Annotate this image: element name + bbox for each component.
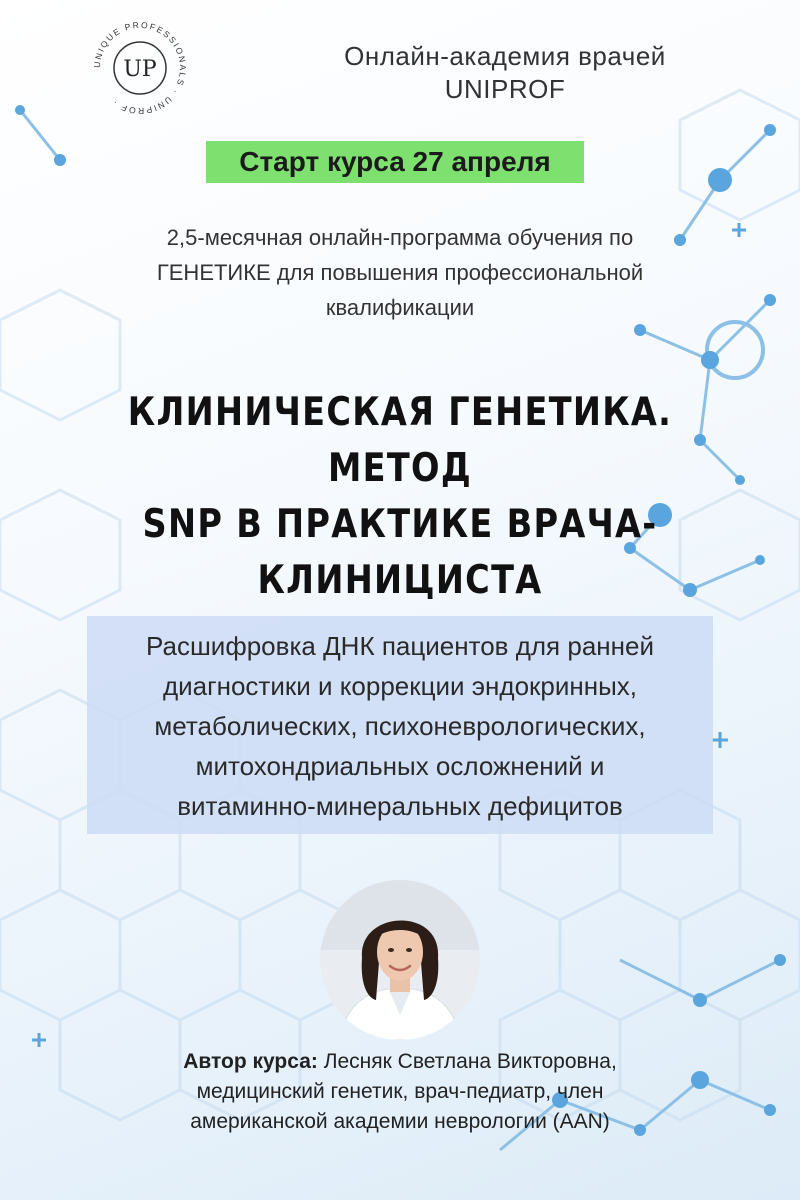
description-line4: митохондриальных осложнений и <box>195 751 605 781</box>
author-line1 <box>100 1047 700 1077</box>
program-line3: квалификации <box>325 295 475 320</box>
academy-title-line2: UNIPROF <box>444 74 566 104</box>
course-title-line1: КЛИНИЧЕСКАЯ ГЕНЕТИКА. МЕТОД <box>127 390 673 491</box>
program-line2: ГЕНЕТИКЕ для повышения профессиональной <box>156 260 644 285</box>
author-info <box>100 1047 700 1137</box>
uniprof-logo <box>92 20 188 116</box>
program-line1: 2,5-месячная онлайн-программа обучения по <box>166 225 634 250</box>
description-line2: диагностики и коррекции эндокринных, <box>162 671 638 701</box>
start-date-text: Старт курса 27 апреля <box>239 146 551 177</box>
course-title-line3: КЛИНИЦИСТА <box>257 558 543 603</box>
author-label: Автор курса: <box>183 1050 318 1073</box>
author-name: Лесняк Светлана Викторовна, <box>317 1050 617 1073</box>
author-line2: медицинский генетик, врач-педиатр, член <box>196 1080 604 1103</box>
academy-title <box>250 40 760 106</box>
course-title <box>108 385 693 609</box>
course-title-line2: SNP В ПРАКТИКЕ ВРАЧА- <box>142 502 658 547</box>
author-line3: американской академии неврологии (AAN) <box>190 1110 610 1133</box>
author-portrait-icon <box>320 880 480 1040</box>
course-description <box>87 626 713 826</box>
description-line1: Расшифровка ДНК пациентов для ранней <box>146 631 654 661</box>
logo-monogram: UP <box>123 57 157 82</box>
logo-ring-text: UNIQUE PROFESSIONALS · UNIPROF · <box>92 20 188 116</box>
program-description <box>95 220 705 325</box>
description-line3: метаболических, психоневрологических, <box>154 711 646 741</box>
description-line5: витаминно-минеральных дефицитов <box>177 791 623 821</box>
start-date-badge <box>206 141 584 183</box>
academy-title-line1: Онлайн-академия врачей <box>344 41 666 71</box>
author-photo <box>320 880 480 1040</box>
